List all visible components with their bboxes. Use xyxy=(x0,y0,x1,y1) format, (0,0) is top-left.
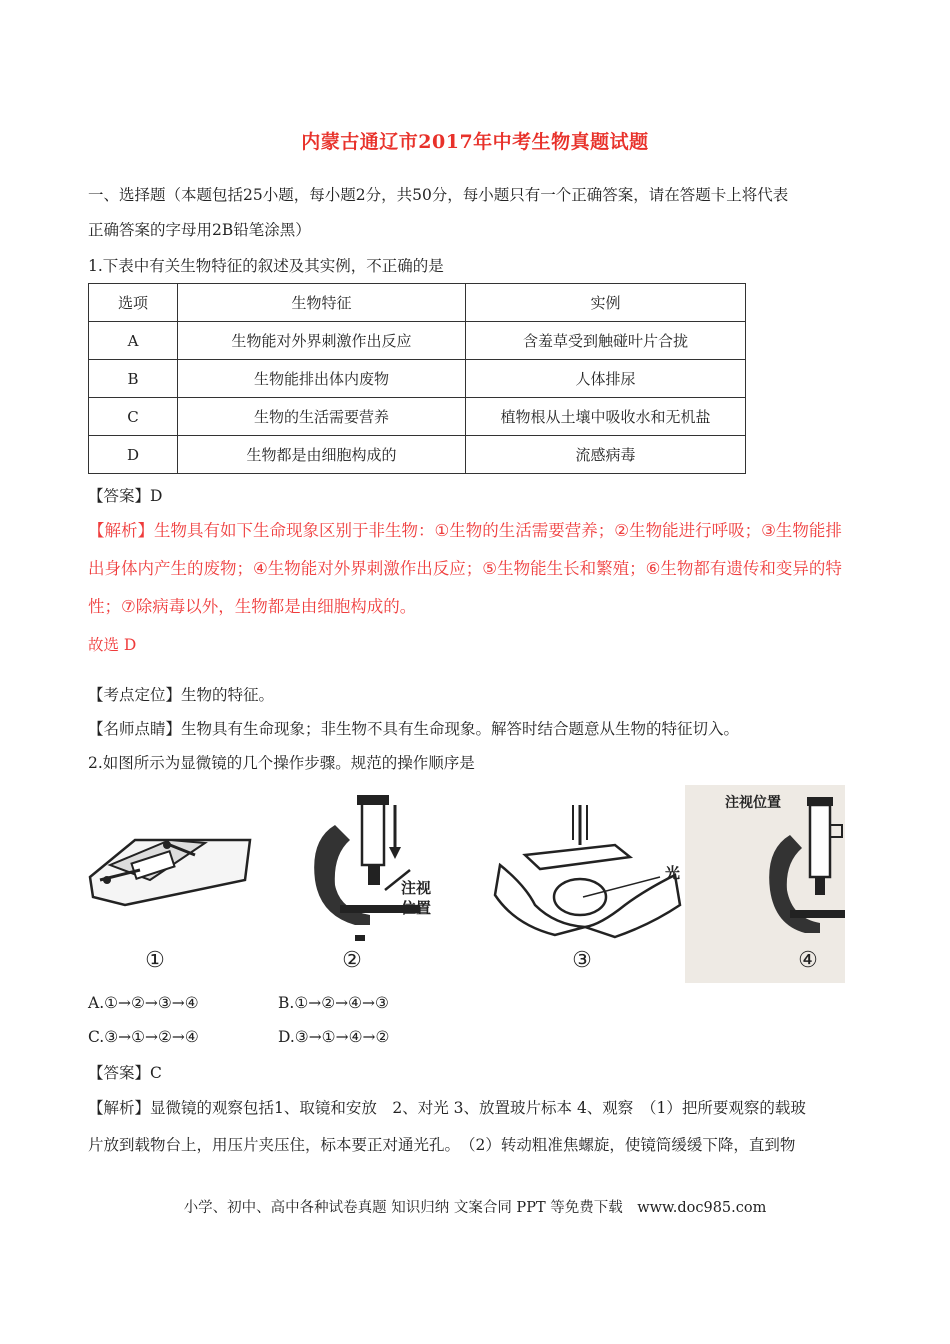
step-number-4: ④ xyxy=(798,948,818,973)
table-header-row xyxy=(89,284,746,322)
step2-label-a: 注视 xyxy=(401,879,432,897)
section-instruction-line1: 一、选择题（本题包括25小题，每小题2分，共50分，每小题只有一个正确答案，请在答题卡上将代表 xyxy=(88,186,789,204)
step4-label: 注视位置 xyxy=(725,795,781,811)
table-row xyxy=(89,360,746,398)
table-row xyxy=(89,436,746,474)
analysis-2-line2: 片放到载物台上，用压片夹压住，标本要正对通光孔。 （2）转动粗准焦螺旋，使镜筒缓缓下降，直到物 xyxy=(88,1136,796,1154)
analysis-2-line1: 【解析】显微镜的观察包括1、取镜和安放 2、对光 3、放置玻片标本 4、观察 （1）把所要观察的载玻 xyxy=(88,1099,806,1117)
answer-1: 【答案】D xyxy=(88,487,163,505)
step3-illustration xyxy=(495,805,680,937)
table-cell: D xyxy=(89,436,178,474)
step-number-1: ① xyxy=(145,948,165,973)
page-title: 内蒙古通辽市2017年中考生物真题试题 xyxy=(301,131,649,153)
analysis-1-line1: 【解析】生物具有如下生命现象区别于非生物：①生物的生活需要营养；②生物能进行呼吸；③生物能排 xyxy=(88,521,842,540)
table-cell: 人体排尿 xyxy=(466,360,746,398)
table-cell: 生物能排出体内废物 xyxy=(178,360,466,398)
section-instruction-line2: 正确答案的字母用2B铅笔涂黑） xyxy=(88,221,311,239)
table-cell: 含羞草受到触碰叶片合拢 xyxy=(466,322,746,360)
table-cell: 植物根从土壤中吸收水和无机盐 xyxy=(466,398,746,436)
question-1: 1.下表中有关生物特征的叙述及其实例，不正确的是 xyxy=(88,257,444,275)
step1-illustration xyxy=(90,840,250,905)
question-2: 2.如图所示为显微镜的几个操作步骤。规范的操作顺序是 xyxy=(88,754,475,772)
feature-table xyxy=(88,283,746,474)
step-number-2: ② xyxy=(342,948,362,973)
option-d: D.③→①→④→② xyxy=(278,1028,390,1046)
step4-illustration xyxy=(685,785,845,983)
step2-label-b: 位置 xyxy=(401,899,432,917)
table-cell: 生物的生活需要营养 xyxy=(178,398,466,436)
option-b: B.①→②→④→③ xyxy=(278,994,389,1012)
analysis-1-line3: 性；⑦除病毒以外，生物都是由细胞构成的。 xyxy=(88,597,417,616)
table-cell: B xyxy=(89,360,178,398)
step-number-3: ③ xyxy=(572,948,592,973)
option-a: A.①→②→③→④ xyxy=(88,994,199,1012)
microscope-steps-figure xyxy=(85,785,845,983)
table-cell: 流感病毒 xyxy=(466,436,746,474)
mingshi-1: 【名师点睛】生物具有生命现象；非生物不具有生命现象。解答时结合题意从生物的特征切入。 xyxy=(88,720,740,738)
table-cell: 生物都是由细胞构成的 xyxy=(178,436,466,474)
table-header: 生物特征 xyxy=(178,284,466,322)
kaodian-1: 【考点定位】生物的特征。 xyxy=(88,686,275,704)
table-header: 选项 xyxy=(89,284,178,322)
table-cell: C xyxy=(89,398,178,436)
table-cell: 生物能对外界刺激作出反应 xyxy=(178,322,466,360)
answer-2: 【答案】C xyxy=(88,1064,162,1082)
analysis-1-line2: 出身体内产生的废物；④生物能对外界刺激作出反应；⑤生物能生长和繁殖；⑥生物都有遗传和变异的特 xyxy=(88,559,842,578)
page-footer: 小学、初中、高中各种试卷真题 知识归纳 文案合同 PPT 等免费下载 www.doc985.com xyxy=(183,1200,767,1216)
table-row xyxy=(89,322,746,360)
choose-1: 故选 D xyxy=(88,636,137,654)
step2-illustration xyxy=(314,795,431,941)
table-header: 实例 xyxy=(466,284,746,322)
table-row xyxy=(89,398,746,436)
step3-label: 光 xyxy=(665,864,681,882)
table-cell: A xyxy=(89,322,178,360)
option-c: C.③→①→②→④ xyxy=(88,1028,199,1046)
